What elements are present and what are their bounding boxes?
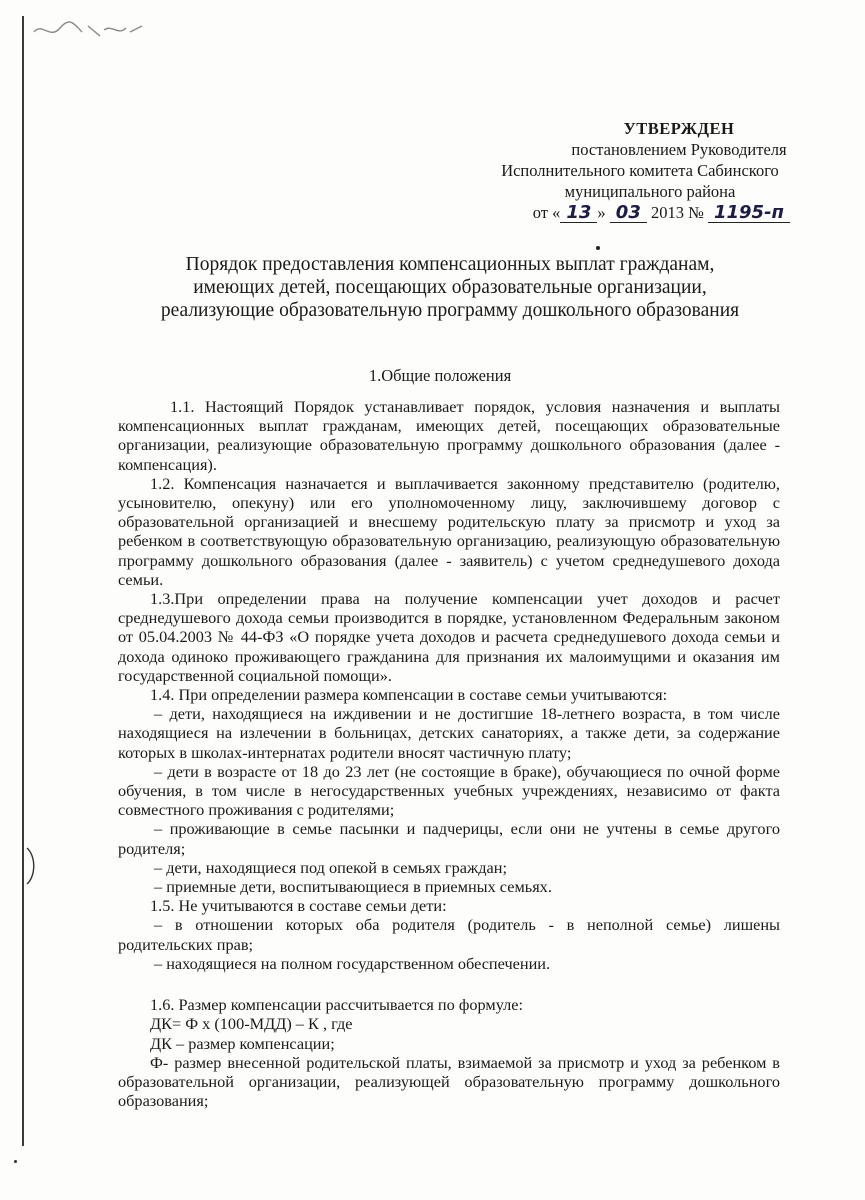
date-separator: » bbox=[597, 203, 606, 222]
approval-line-1: постановлением Руководителя bbox=[571, 140, 787, 159]
definition-dk: ДК – размер компенсации; bbox=[150, 1033, 335, 1053]
paragraph-1-1: 1.1. Настоящий Порядок устанавливает порядок, условия назначения и выплаты компенсационных выплат гражданам, имеющих детей, посещающих образовательные организации, реализующие образовательную программу дошкольного образования (далее - компенсация). bbox=[118, 397, 780, 474]
margin-bracket-mark bbox=[24, 846, 38, 886]
approval-title: УТВЕРЖДЕН bbox=[623, 119, 735, 138]
stray-dot-mark bbox=[596, 246, 600, 250]
paragraph-1-6: 1.6. Размер компенсации рассчитывается по формуле: bbox=[150, 995, 524, 1015]
handwritten-day: 13 bbox=[560, 204, 597, 223]
list-item-1-4-d: – дети, находящиеся под опекой в семьях граждан; bbox=[154, 857, 507, 877]
paragraph-1-5: 1.5. Не учитываются в составе семьи дети: bbox=[150, 896, 447, 916]
list-item-1-4-e: – приемные дети, воспитывающиеся в приемных семьях. bbox=[154, 877, 552, 897]
definition-f: Ф- размер внесенной родительской платы, взимаемой за присмотр и уход за ребенком в образовательной организации, реализующей образовательную программу дошкольного образования; bbox=[118, 1052, 780, 1111]
section-heading: 1.Общие положения bbox=[368, 366, 512, 385]
handwritten-month: 03 bbox=[610, 204, 647, 223]
approval-line-3: муниципального района bbox=[564, 182, 736, 201]
paragraph-1-3: 1.3.При определении права на получение компенсации учет доходов и расчет среднедушевого дохода семьи производится в порядке, установленном Федеральным законом от 05.04.2003 № 44-ФЗ «О порядке учета доходов и расчета среднедушевого дохода семьи и дохода одиноко проживающего гражданина для признания их малоимущими и оказания им государственной социальной помощи». bbox=[118, 589, 780, 685]
date-prefix: от « bbox=[532, 203, 561, 222]
document-body bbox=[118, 397, 780, 1110]
stray-dot-mark-bottom bbox=[14, 1160, 17, 1163]
paragraph-1-2: 1.2. Компенсация назначается и выплачивается законному представителю (родителю, усыновителю, опекуну) или его уполномоченному лицу, заключившему договор с образовательной организацией и внесшему родительскую плату за присмотр и уход за ребенком в соответствующую образовательную организацию, реализующую образовательную программу дошкольного образования (далее - заявитель) с учетом среднедушевого дохода семьи. bbox=[118, 473, 780, 589]
corner-scribble-mark bbox=[30, 14, 150, 44]
approval-block bbox=[470, 118, 810, 223]
list-item-1-4-b: – дети в возрасте от 18 до 23 лет (не состоящие в браке), обучающиеся по очной форме обучения, в том числе в негосударственных учебных учреждениях, независимо от факта совместного проживания с родителями; bbox=[118, 761, 780, 820]
formula: ДК= Ф х (100-МДД) – К , где bbox=[150, 1014, 353, 1034]
paragraph-1-4: 1.4. При определении размера компенсации в составе семьи учитываются: bbox=[150, 685, 668, 705]
approval-date-line bbox=[470, 202, 810, 223]
list-item-1-5-a: – в отношении которых оба родителя (родитель - в неполной семье) лишены родительских прав; bbox=[118, 915, 780, 954]
handwritten-number: 1195-п bbox=[708, 204, 790, 223]
date-year: 2013 № bbox=[650, 203, 704, 222]
list-item-1-5-b: – находящиеся на полном государственном обеспечении. bbox=[154, 953, 551, 973]
list-item-1-4-c: – проживающие в семье пасынки и падчерицы, если они не учтены в семье другого родителя; bbox=[118, 819, 780, 858]
approval-line-2: Исполнительного комитета Сабинского bbox=[501, 161, 779, 180]
binder-edge-line bbox=[22, 16, 24, 1146]
list-item-1-4-a: – дети, находящиеся на иждивении и не достигшие 18-летнего возраста, в том числе находящиеся на излечении в больницах, детских санаториях, а также дети, за содержание которых в школах-интернатах родители вносят частичную плату; bbox=[118, 704, 780, 762]
document-title: Порядок предоставления компенсационных выплат гражданам, имеющих детей, посещающих образовательные организации, реализующие образовательную программу дошкольного образования bbox=[160, 254, 740, 321]
